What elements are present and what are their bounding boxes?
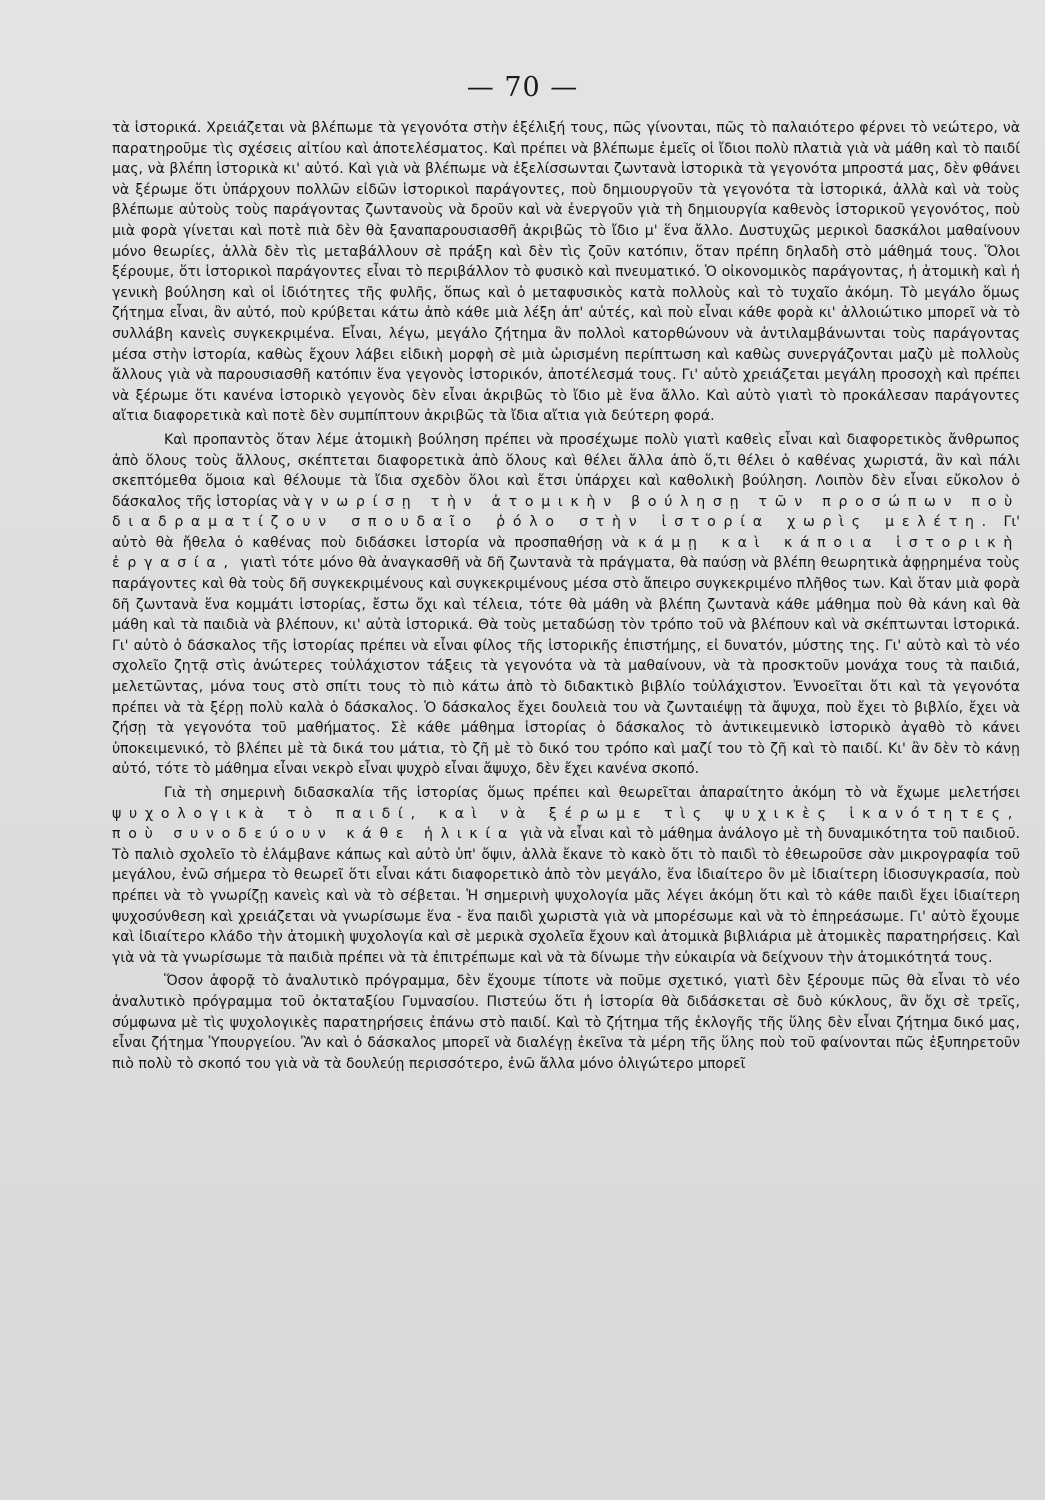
paragraph-2-text-b: Γι' αὐτὸ θὰ ἤθελα ὁ καθένας ποὺ διδάσκει ἱστορία νὰ προσπαθήσῃ νὰ (112, 514, 1021, 551)
paragraph-2-text-a: Καὶ προπαντὸς ὅταν λέμε ἀτομικὴ βούληση πρέπει νὰ προσέχωμε πολὺ γιατὶ καθεὶς εἶναι καὶ διαφορετικὸς ἄνθρωπος ἀπὸ ὅλους τοὺς ἄλλους, σκέπτεται διαφορετικὰ ἀπὸ ὅλους καὶ θέλει ἄλλα ἀπὸ ὅ,τι θέλει ὁ καθένας χωριστά, ἂν καὶ πάλι σκεπτόμεθα ὅμοια καὶ θέλουμε τὰ ἴδια σχεδὸν ὅλοι καὶ ἔτσι ὑπάρχει καὶ καθολικὴ βούληση. Λοιπὸν δὲν εἶναι εὔκολον ὁ δάσκαλος τῆς ἱστορίας νὰ (112, 431, 1020, 510)
paragraph-4: Ὅσον ἀφορᾷ τὸ ἀναλυτικὸ πρόγραμμα, δὲν ἔχουμε τίποτε νὰ ποῦμε σχετικό, γιατὶ δὲν ξέρουμε πῶς θὰ εἶναι τὸ νέο ἀναλυτικὸ πρόγραμμα τοῦ ὀκταταξίου Γυμνασίου. Πιστεύω ὅτι ἡ ἱστορία θὰ διδάσκεται σὲ δυὸ κύκλους, ἂν ὄχι σὲ τρεῖς, σύμφωνα μὲ τὶς ψυχολογικὲς παρατηρήσεις ἐπάνω στὸ παιδί. Καὶ τὸ ζήτημα τῆς ἐκλογῆς τῆς ὕλης δὲν εἶναι ζήτημα δικό μας, εἶναι ζήτημα Ὑπουργείου. Ἂν καὶ ὁ δάσκαλος μπορεῖ νὰ διαλέγῃ ἐκεῖνα τὰ μέρη τῆς ὕλης ποὺ τοῦ φαίνονται πῶς ἐξυπηρετοῦν πιὸ πολὺ τὸ σκοπό του γιὰ νὰ τὰ δουλεύῃ περισσότερο, ἐνῶ ἄλλα μόνο ὀλιγώτερο μπορεῖ (112, 973, 1020, 1072)
paragraph-3-spaced-emphasis: ψυχολογικὰ τὸ παιδί, καὶ νὰ ξέρωμε τὶς ψυχικὲς ἱκανότητες, ποὺ συνοδεύουν κάθε ἡλικία (112, 805, 1020, 843)
paragraph-2 (112, 430, 1020, 780)
paragraph-3 (112, 783, 1020, 968)
paragraph-3-text-a: Γιὰ τὴ σημερινὴ διδασκαλία τῆς ἱστορίας ὅμως πρέπει καὶ θεωρεῖται ἀπαραίτητο ἀκόμη τὸ νὰ ἔχωμε μελετήσει (164, 785, 1020, 801)
body-text (112, 118, 1020, 1074)
paragraph-2-spaced-emphasis-b: κάμῃ καὶ κάποια ἱστορικὴ ἐργασία, (112, 534, 1021, 572)
paragraph-1: τὰ ἱστορικά. Χρειάζεται νὰ βλέπωμε τὰ γεγονότα στὴν ἐξέλιξή τους, πῶς γίνονται, πῶς τὸ παλαιότερο φέρνει τὸ νεώτερο, νὰ παρατηροῦμε τὶς σχέσεις αἰτίου καὶ ἀποτελέσματος. Καὶ πρέπει νὰ βλέπωμε ἐμεῖς οἱ ἴδιοι πολὺ πλατιὰ γιὰ νὰ μάθη καὶ τὸ παιδί μας, νὰ βλέπη ἱστορικὰ κι' αὐτό. Καὶ γιὰ νὰ βλέπωμε νὰ ἐξελίσσωνται ζωντανὰ ἱστορικὰ τὰ γεγονότα μπροστά μας, δὲν φθάνει νὰ ξέρωμε ὅτι ὑπάρχουν πολλῶν εἰδῶν ἱστορικοὶ παράγοντες, ποὺ δημιουργοῦν τὰ γεγονότα τὰ ἱστορικά, ἀλλὰ καὶ νὰ τοὺς βλέπωμε αὐτοὺς τοὺς παράγοντας ζωντανοὺς νὰ δροῦν καὶ νὰ ἐνεργοῦν γιὰ τὴ δημιουργία καθενὸς ἱστορικοῦ γεγονότος, ποὺ μιὰ φορὰ γίνεται καὶ ποτὲ πιὰ δὲν θὰ ξαναπαρουσιασθῆ ἀκριβῶς τὸ ἴδιο μ' ἕνα ἄλλο. Δυστυχῶς μερικοὶ δασκάλοι μαθαίνουν μόνο θεωρίες, ἀλλὰ δὲν τὶς μεταβάλλουν σὲ πράξη καὶ δὲν τὶς ζοῦν κατόπιν, ὅταν πρέπη δηλαδὴ στὸ μάθημά τους. Ὅλοι ξέρουμε, ὅτι ἱστορικοὶ παράγοντες εἶναι τὸ περιβάλλον τὸ φυσικὸ καὶ πνευματικό. Ὁ οἰκονομικὸς παράγοντας, ἡ ἀτομικὴ καὶ ἡ γενικὴ βούληση καὶ οἱ ἰδιότητες τῆς φυλῆς, ὅπως καὶ ὁ μεταφυσικὸς κατὰ πολλοὺς καὶ τὸ τυχαῖο ἀκόμη. Τὸ μεγάλο ὅμως ζήτημα εἶναι, ἂν αὐτό, ποὺ κρύβεται κάτω ἀπὸ κάθε μιὰ λέξη ἀπ' αὐτές, καὶ ποὺ εἶναι κάθε φορὰ κι' ἀλλοιώτικο μπορεῖ νὰ τὸ συλλάβη κανεὶς συγκεκριμένα. Εἶναι, λέγω, μεγάλο ζήτημα ἂν πολλοὶ κατορθώνουν νὰ ἀντιλαμβάνωνται τοὺς παράγοντας μέσα στὴν ἱστορία, καθὼς ἔχουν λάβει εἰδικὴ μορφὴ σὲ μιὰ ὡρισμένη περίπτωση καὶ καθὼς συνεργάζονται μαζὺ μὲ πολλοὺς ἄλλους γιὰ νὰ παρουσιασθῆ κατόπιν ἕνα γεγονὸς ἱστορικόν, ἀποτέλεσμά τους. Γι' αὐτὸ χρειάζεται μεγάλη προσοχὴ καὶ πρέπει νὰ ξέρωμε ὅτι κανένα ἱστορικὸ γεγονὸς δὲν εἶναι ἀκριβῶς τὸ ἴδιο μὲ ἕνα ἄλλο. Καὶ αὐτὸ γιατὶ τὸ προκάλεσαν παράγοντες αἴτια διαφορετικὰ καὶ ποτὲ δὲν συμπίπτουν ἀκριβῶς τὰ ἴδια αἴτια γιὰ δεύτερη φορά. (112, 120, 1020, 425)
paragraph-3-text-b: γιὰ νὰ εἶναι καὶ τὸ μάθημα ἀνάλογο μὲ τὴ δυναμικότητα τοῦ παιδιοῦ. Τὸ παλιὸ σχολεῖο τὸ ἐλάμβανε κάπως καὶ αὐτὸ ὑπ' ὄψιν, ἀλλὰ ἔκανε τὸ κακὸ ὅτι τὸ παιδὶ τὸ ἐθεωροῦσε σὰν μικρογραφία τοῦ μεγάλου, ἐνῶ σήμερα τὸ θεωρεῖ ὅτι εἶναι κάτι διαφορετικὸ ἀπὸ τὸν μεγάλο, ἕνα ἰδιαίτερο ὂν μὲ ἰδιαίτερη ἰδιοσυγκρασία, ποὺ πρέπει νὰ τὸ γνωρίζῃ κανεὶς καὶ νὰ τὸ σέβεται. Ἡ σημερινὴ ψυχολογία μᾶς λέγει ἀκόμη ὅτι καὶ τὸ κάθε παιδὶ ἔχει ἰδιαίτερη ψυχοσύνθεση καὶ χρειάζεται νὰ γνωρίσωμε ἕνα - ἕνα παιδὶ χωριστὰ γιὰ νὰ μπορέσωμε καὶ νὰ τὸ ἐπηρεάσωμε. Γι' αὐτὸ ἔχουμε καὶ ἰδιαίτερο κλάδο τὴν ἀτομικὴ ψυχολογία καὶ σὲ μερικὰ σχολεῖα ἔχουν καὶ ἀτομικὰ βιβλιάρια μὲ ἀτομικὲς παρατηρήσεις. Καὶ γιὰ νὰ τὰ γνωρίσωμε τὰ παιδιὰ πρέπει νὰ τὰ ἐπιτρέπωμε καὶ νὰ τὰ δίνωμε τὴν εὐκαιρία νὰ δείχνουν τὴν ἀτομικότητά τους. (112, 826, 1020, 966)
paragraph-2-text-c: γιατὶ τότε μόνο θὰ ἀναγκασθῆ νὰ δῆ ζωντανὰ τὰ πράγματα, θὰ παύσῃ νὰ βλέπη θεωρητικὰ ἀφῃρημένα τοὺς παράγοντες καὶ θὰ τοὺς δῆ συγκεκριμένους καὶ συγκεκριμένους μέσα στὸ ἄπειρο συγκεκριμένο πλῆθος των. Καὶ ὅταν μιὰ φορὰ δῆ ζωντανὰ ἕνα κομμάτι ἱστορίας, ἔστω ὄχι καὶ τέλεια, τότε θὰ μάθη νὰ βλέπη ζωντανὰ κάθε μάθημα ποὺ θὰ κάνη καὶ θὰ μάθη καὶ τὰ παιδιὰ νὰ βλέπουν, κι' αὐτὰ ἱστορικά. Θὰ τοὺς μεταδώσῃ τὸν τρόπο τοῦ νὰ βλέπουν καὶ νὰ σκέπτωνται ἱστορικά. Γι' αὐτὸ ὁ δάσκαλος τῆς ἱστορίας πρέπει νὰ εἶναι φίλος τῆς ἱστορικῆς ἐπιστήμης, εἰ δυνατόν, μύστης της. Γι' αὐτὸ καὶ τὸ νέο σχολεῖο ζητᾷ στὶς ἀνώτερες τοὐλάχιστον τάξεις τὰ γεγονότα νὰ τὰ μαθαίνουν, νὰ τὰ προσκτοῦν μονάχα τους τὰ παιδιά, μελετῶντας, μόνα τους στὸ σπίτι τους τὸ πιὸ κάτω ἀπὸ τὸ διδακτικὸ βιβλίο τοὐλάχιστον. Ἐννοεῖται ὅτι καὶ τὰ γεγονότα πρέπει νὰ τὰ ξέρῃ πολὺ καλὰ ὁ δάσκαλος. Ὁ δάσκαλος ἔχει δουλειὰ του νὰ ζωνταιέψῃ τὰ ἄψυχα, ποὺ ἔχει τὸ βιβλίο, ἔχει νὰ ζήσῃ τὰ γεγονότα τοῦ μαθήματος. Σὲ κάθε μάθημα ἱστορίας ὁ δάσκαλος τὸ ἀντικειμενικὸ ἱστορικὸ ἀγαθὸ τὸ κάνει ὑποκειμενικό, τὸ βλέπει μὲ τὰ δικά του μάτια, τὸ ζῆ μὲ τὸ δικό του τρόπο καὶ μαζί του τὸ ζῆ καὶ τὸ παιδί. Κι' ἂν δὲν τὸ κάνῃ αὐτό, τότε τὸ μάθημα εἶναι νεκρὸ εἶναι ψυχρὸ εἶναι ἄψυχο, δὲν ἔχει κανένα σκοπό. (112, 555, 1021, 778)
paragraph-2-spaced-emphasis-a: γνωρίσῃ τὴν ἀτομικὴν βούλησῃ τῶν προσώπων ποὺ διαδραματίζουν σπουδαῖο ῥόλο στὴν ἱστορία χωρὶς μελέτη. (112, 493, 1020, 531)
page-number: — 70 — (466, 72, 579, 103)
